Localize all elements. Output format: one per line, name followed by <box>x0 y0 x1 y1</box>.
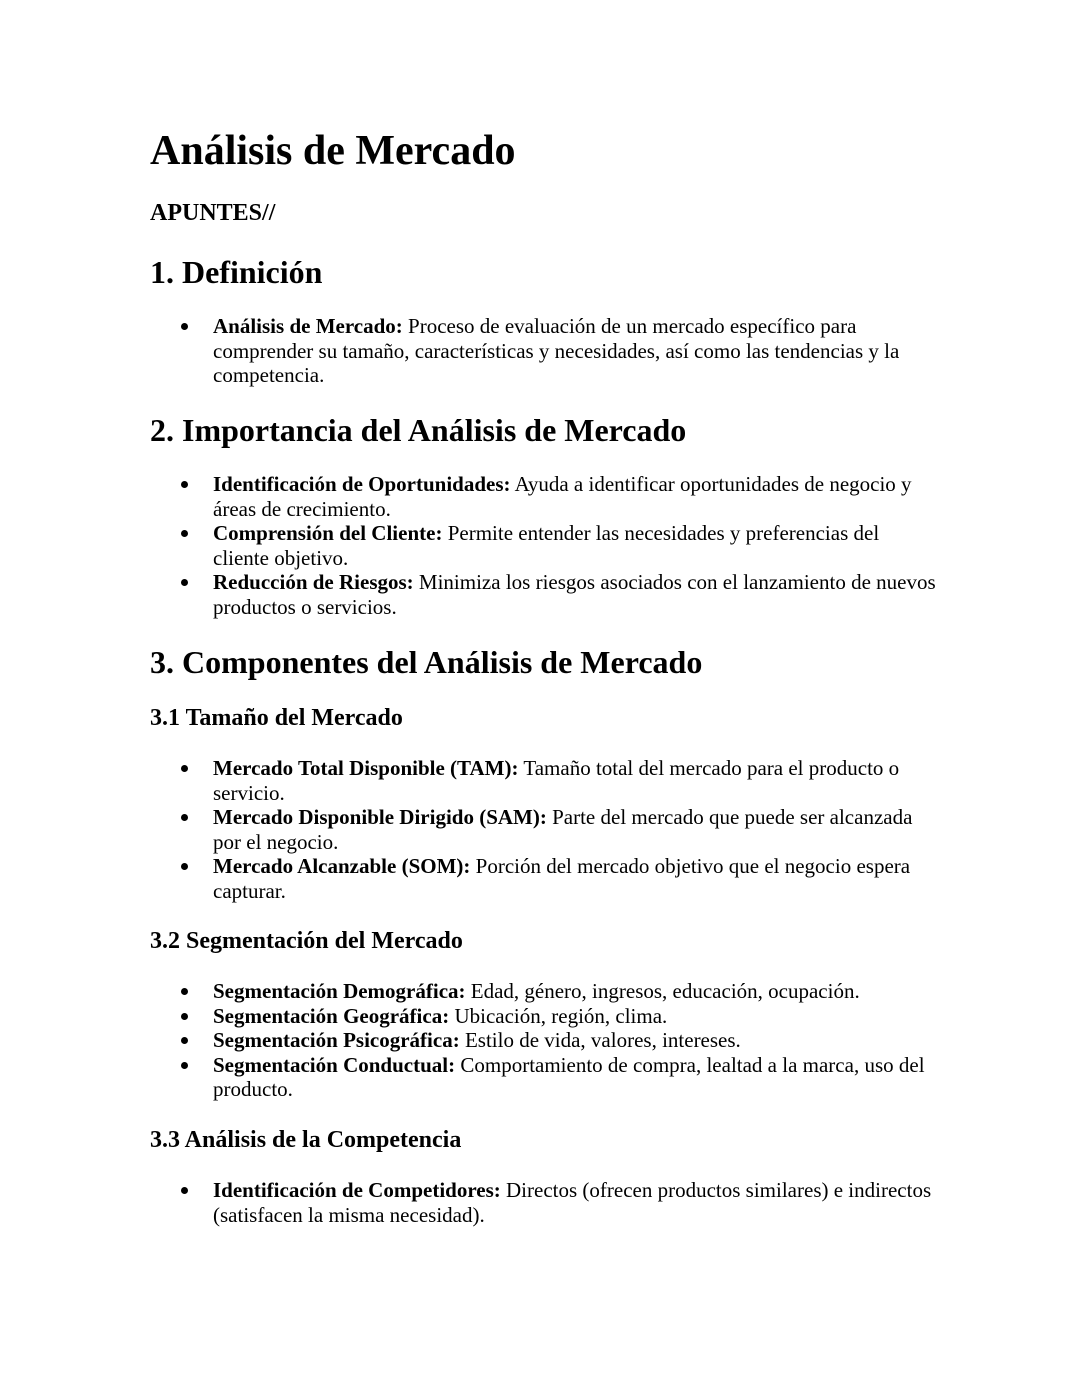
bullet-icon <box>181 1037 188 1044</box>
bullet-icon <box>181 988 188 995</box>
item-term: Segmentación Psicográfica: <box>213 1028 460 1052</box>
item-text: Ayuda a identificar oportunidades de negocio y áreas de crecimiento. <box>213 472 912 521</box>
bullet-icon <box>181 765 188 772</box>
item-text: Estilo de vida, valores, intereses. <box>459 1028 741 1052</box>
item-text: Permite entender las necesidades y preferencias del cliente objetivo. <box>213 521 880 570</box>
item-text: Ubicación, región, clima. <box>449 1003 668 1028</box>
list-item <box>150 521 940 570</box>
item-term: Mercado Disponible Dirigido (SAM): <box>213 805 547 829</box>
subsection-heading-segmentacion: 3.2 Segmentación del Mercado <box>150 928 463 954</box>
bullet-icon <box>181 814 188 821</box>
subsection-heading-competencia: 3.3 Análisis de la Competencia <box>150 1127 462 1153</box>
document-subtitle: APUNTES// <box>150 200 276 226</box>
item-text: Directos (ofrecen productos similares) e indirectos (satisfacen la misma necesidad). <box>213 1178 932 1227</box>
item-term: Segmentación Geográfica: <box>213 1003 450 1028</box>
item-term: Mercado Alcanzable (SOM): <box>213 854 471 878</box>
item-text: Porción del mercado objetivo que el negocio espera capturar. <box>213 854 911 903</box>
item-text: Comportamiento de compra, lealtad a la marca, uso del producto. <box>213 1052 925 1101</box>
bullet-icon <box>181 530 188 537</box>
item-term: Reducción de Riesgos: <box>213 570 414 594</box>
bullet-icon <box>181 1013 188 1020</box>
list-item <box>150 756 940 805</box>
list-item <box>150 1053 940 1102</box>
item-text: Tamaño total del mercado para el producto o servicio. <box>213 756 900 805</box>
item-text: Parte del mercado que puede ser alcanzada por el negocio. <box>213 805 913 854</box>
item-text: Edad, género, ingresos, educación, ocupación. <box>465 979 860 1003</box>
item-term: Análisis de Mercado: <box>213 314 403 338</box>
list-item <box>150 979 940 1004</box>
section-heading-importancia: 2. Importancia del Análisis de Mercado <box>150 412 687 448</box>
section-heading-componentes: 3. Componentes del Análisis de Mercado <box>150 644 703 680</box>
importancia-list <box>150 472 940 619</box>
item-term: Segmentación Conductual: <box>213 1052 456 1077</box>
bullet-icon <box>181 323 188 330</box>
competencia-list <box>150 1178 940 1227</box>
bullet-icon <box>181 1062 188 1069</box>
list-item <box>150 570 940 619</box>
bullet-icon <box>181 579 188 586</box>
list-item <box>150 1178 940 1227</box>
item-term: Identificación de Competidores: <box>213 1178 501 1202</box>
item-term: Identificación de Oportunidades: <box>213 472 511 496</box>
bullet-icon <box>181 863 188 870</box>
list-item <box>150 314 940 388</box>
item-term: Segmentación Demográfica: <box>213 979 466 1003</box>
item-term: Mercado Total Disponible (TAM): <box>213 756 519 780</box>
document-title: Análisis de Mercado <box>150 128 516 174</box>
list-item <box>150 472 940 521</box>
section-heading-definicion: 1. Definición <box>150 254 323 290</box>
item-term: Comprensión del Cliente: <box>213 521 443 545</box>
list-item <box>150 805 940 854</box>
list-item <box>150 1028 940 1053</box>
bullet-icon <box>181 481 188 488</box>
list-item <box>150 1004 940 1029</box>
definicion-list <box>150 314 940 388</box>
segmentacion-list <box>150 979 940 1102</box>
bullet-icon <box>181 1187 188 1194</box>
tamano-list <box>150 756 940 903</box>
list-item <box>150 854 940 903</box>
item-text: Minimiza los riesgos asociados con el lanzamiento de nuevos productos o servicios. <box>213 570 936 619</box>
subsection-heading-tamano: 3.1 Tamaño del Mercado <box>150 705 403 731</box>
item-text: Proceso de evaluación de un mercado específico para comprender su tamaño, características y necesidades, así como las tendencias y la competencia. <box>213 314 900 387</box>
